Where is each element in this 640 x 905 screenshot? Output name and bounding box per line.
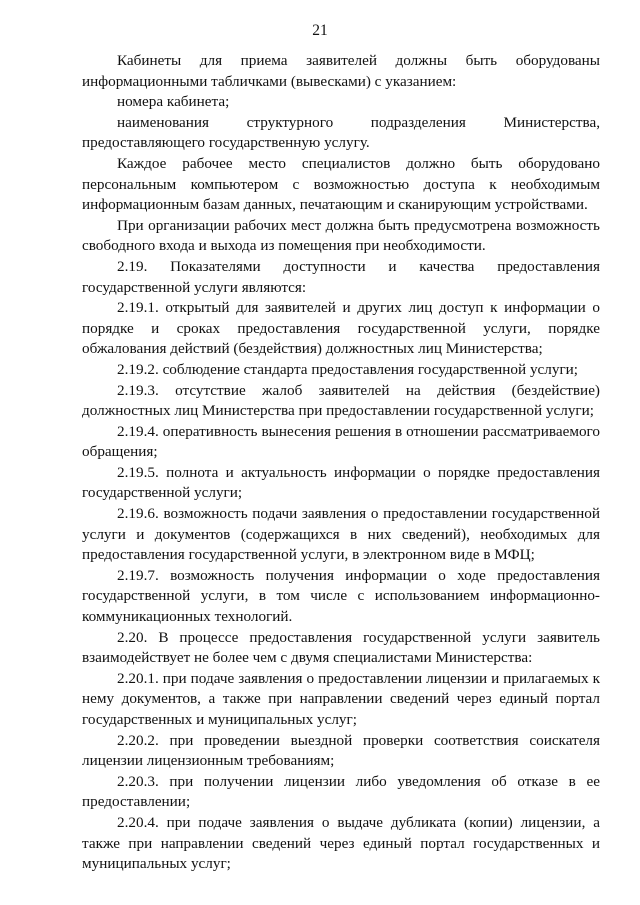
paragraph: 2.19.7. возможность получения информации о ходе предоставления государственной услуги, в том числе с использованием информационно-коммуникационных технологий.: [82, 566, 600, 626]
paragraph: 2.20.4. при подаче заявления о выдаче дубликата (копии) лицензии, а также при направлении сведений через единый портал государственных и муниципальных услуг;: [82, 813, 600, 873]
paragraph: 2.20. В процессе предоставления государственной услуги заявитель взаимодействует не более чем с двумя специалистами Министерства:: [82, 628, 600, 667]
paragraph: 2.19.6. возможность подачи заявления о предоставлении государственной услуги и документов (содержащихся в них сведений), необходимых для предоставления государственной услуги, в электронном виде в МФЦ;: [82, 505, 600, 564]
paragraph: При организации рабочих мест должна быть предусмотрена возможность свободного входа и выхода из помещения при необходимости.: [82, 216, 600, 255]
paragraph: 2.19.1. открытый для заявителей и других лиц доступ к информации о порядке и сроках предоставления государственной услуги, порядке обжалования действий (бездействия) должностных лиц Министерства;: [82, 299, 600, 358]
paragraph: Кабинеты для приема заявителей должны быть оборудованы информационными табличками (вывесками) с указанием:: [82, 52, 600, 90]
paragraph: 2.19.3. отсутствие жалоб заявителей на действия (бездействие) должностных лиц Министерства при предоставлении государственной услуги;: [82, 381, 600, 420]
paragraph: 2.19.2. соблюдение стандарта предоставления государственной услуги;: [117, 360, 579, 378]
paragraph: Каждое рабочее место специалистов должно быть оборудовано персональным компьютером с возможностью доступа к необходимым информационным базам данных, печатающим и сканирующим устройствами.: [82, 154, 600, 214]
paragraph: 2.19.5. полнота и актуальность информации о порядке предоставления государственной услуги;: [82, 463, 600, 502]
paragraph: 2.20.1. при подаче заявления о предоставлении лицензии и прилагаемых к нему документов, а также при направлении сведений через единый портал государственных и муниципальных услуг;: [82, 669, 600, 728]
paragraph: номера кабинета;: [117, 93, 230, 111]
page-number: 21: [312, 22, 328, 39]
paragraph: 2.19. Показателями доступности и качества предоставления государственной услуги являются:: [82, 257, 600, 296]
paragraph: 2.20.3. при получении лицензии либо уведомления об отказе в ее предоставлении;: [82, 772, 600, 811]
paragraph: 2.19.4. оперативность вынесения решения в отношении рассматриваемого обращения;: [82, 422, 600, 461]
document-body: [82, 51, 600, 875]
paragraph: наименования структурного подразделения Министерства, предоставляющего государственную услугу.: [82, 113, 600, 152]
paragraph: 2.20.2. при проведении выездной проверки соответствия соискателя лицензии лицензионным требованиям;: [82, 731, 600, 770]
